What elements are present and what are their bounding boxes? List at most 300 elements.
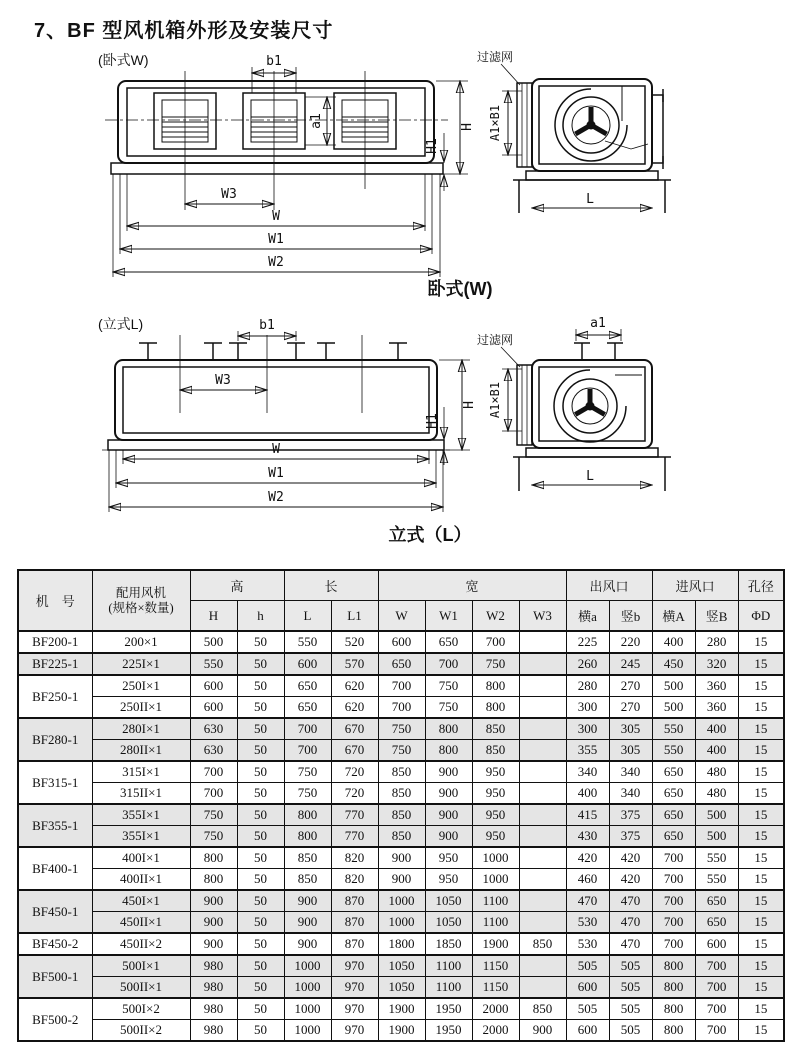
front-view-w (105, 71, 448, 189)
dim-cell: 15 (738, 912, 784, 934)
dim-cell: 1000 (284, 955, 331, 977)
dim-cell: 650 (284, 675, 331, 697)
dim-cell: 50 (237, 977, 284, 999)
subcol-inlet-B: 竖B (695, 601, 738, 632)
model-cell: BF400-1 (18, 847, 92, 890)
dim-cell (519, 912, 566, 934)
dim-cell: 950 (425, 847, 472, 869)
type-label-w: (卧式W) (98, 52, 149, 68)
dim-cell: 320 (695, 653, 738, 675)
dim-cell (519, 826, 566, 848)
fan-spec-cell: 450I×1 (92, 890, 190, 912)
duct-stub-2 (229, 335, 305, 413)
dim-cell: 1000 (378, 890, 425, 912)
dim-cell: 15 (738, 653, 784, 675)
fan-spec-cell: 355I×1 (92, 826, 190, 848)
model-cell: BF450-2 (18, 933, 92, 955)
dim-cell: 500 (190, 631, 237, 653)
dim-cell: 500 (652, 697, 695, 719)
fan-spec-cell: 250II×1 (92, 697, 190, 719)
model-cell: BF450-1 (18, 890, 92, 933)
dim-cell: 1950 (425, 998, 472, 1020)
dim-l-label-l: L (586, 469, 594, 484)
dim-cell: 375 (609, 826, 652, 848)
dim-cell: 570 (331, 653, 378, 675)
dim-cell: 600 (284, 653, 331, 675)
dim-cell: 750 (190, 826, 237, 848)
caption-l: 立式（L） (388, 525, 472, 545)
dim-cell: 1000 (378, 912, 425, 934)
dim-cell: 340 (566, 761, 609, 783)
dim-cell: 480 (695, 761, 738, 783)
dim-w1-label: W1 (268, 232, 284, 247)
dim-cell: 970 (331, 955, 378, 977)
fan-spec-cell: 450II×2 (92, 933, 190, 955)
filter-mesh (517, 365, 532, 445)
dim-cell: 500 (695, 804, 738, 826)
mounting-rail (111, 163, 443, 174)
table-body (18, 631, 784, 1041)
table-row (18, 718, 784, 740)
table-row (18, 912, 784, 934)
dim-cell: 700 (190, 761, 237, 783)
col-header-inlet: 进风口 (652, 570, 738, 601)
col-header-height: 高 (190, 570, 284, 601)
dim-cell: 720 (331, 761, 378, 783)
dim-cell: 2000 (472, 998, 519, 1020)
dim-cell: 850 (472, 718, 519, 740)
dim-cell: 520 (331, 631, 378, 653)
dim-cell: 400 (695, 740, 738, 762)
dim-cell: 505 (609, 955, 652, 977)
front-view-l (102, 335, 450, 450)
dim-w-label: W (272, 442, 280, 457)
dim-cell: 850 (378, 761, 425, 783)
table-row (18, 631, 784, 653)
dim-cell: 870 (331, 890, 378, 912)
dim-cell: 900 (284, 912, 331, 934)
dimensions-front-l (109, 318, 477, 512)
table-row (18, 804, 784, 826)
dim-cell (519, 783, 566, 805)
dim-cell: 1100 (425, 955, 472, 977)
dim-cell: 600 (566, 977, 609, 999)
dim-cell: 505 (566, 998, 609, 1020)
dim-cell: 650 (652, 826, 695, 848)
col-header-fan-line1: 配用风机 (115, 586, 166, 601)
dim-cell: 600 (566, 1020, 609, 1042)
table-row (18, 826, 784, 848)
dim-cell: 800 (652, 955, 695, 977)
fan-spec-cell: 225I×1 (92, 653, 190, 675)
dim-cell: 750 (284, 783, 331, 805)
dim-cell: 1000 (284, 1020, 331, 1042)
filter-label-l: 过滤网 (477, 333, 514, 347)
dim-cell: 1050 (425, 890, 472, 912)
dim-cell: 750 (425, 697, 472, 719)
dim-cell: 600 (190, 675, 237, 697)
outlet-duct (652, 95, 663, 163)
dim-cell: 1100 (425, 977, 472, 999)
dim-cell: 400 (695, 718, 738, 740)
dim-cell: 700 (695, 977, 738, 999)
filter-label-w: 过滤网 (477, 50, 514, 64)
dim-cell: 700 (652, 869, 695, 891)
dim-cell: 900 (425, 761, 472, 783)
dim-cell: 1900 (378, 998, 425, 1020)
dim-cell: 850 (378, 826, 425, 848)
dim-cell: 800 (190, 869, 237, 891)
subcol-L: L (284, 601, 331, 632)
dim-cell: 50 (237, 675, 284, 697)
dim-cell: 550 (652, 718, 695, 740)
dim-cell: 1900 (472, 933, 519, 955)
dim-cell: 550 (695, 847, 738, 869)
dim-cell: 700 (472, 631, 519, 653)
dim-cell: 800 (284, 826, 331, 848)
dim-cell (519, 740, 566, 762)
dim-cell: 15 (738, 1020, 784, 1042)
dim-cell: 700 (190, 783, 237, 805)
fan-impeller (554, 370, 642, 442)
dim-cell: 700 (284, 740, 331, 762)
table-row (18, 675, 784, 697)
fan-spec-cell: 500II×2 (92, 1020, 190, 1042)
dim-cell: 505 (609, 1020, 652, 1042)
side-view-l (477, 316, 671, 491)
dim-cell: 1000 (284, 998, 331, 1020)
dim-cell: 950 (472, 826, 519, 848)
col-header-model: 机 号 (18, 570, 92, 631)
model-cell: BF315-1 (18, 761, 92, 804)
dim-h1-label: H1 (425, 413, 440, 429)
dim-cell: 800 (652, 998, 695, 1020)
dim-cell: 1950 (425, 1020, 472, 1042)
dim-cell: 800 (425, 740, 472, 762)
table-header (18, 570, 784, 631)
dim-cell: 550 (190, 653, 237, 675)
subcol-outlet-a: 横a (566, 601, 609, 632)
type-label-l: (立式L) (98, 316, 144, 332)
dim-cell: 1850 (425, 933, 472, 955)
table-row (18, 869, 784, 891)
dim-cell: 850 (378, 804, 425, 826)
dim-cell: 505 (566, 955, 609, 977)
dim-cell: 15 (738, 869, 784, 891)
dim-cell: 700 (425, 653, 472, 675)
dim-cell: 530 (566, 912, 609, 934)
table-row (18, 933, 784, 955)
dim-cell: 50 (237, 697, 284, 719)
dim-cell: 15 (738, 847, 784, 869)
dim-cell (519, 653, 566, 675)
dimension-table (17, 569, 785, 1042)
dim-cell: 220 (609, 631, 652, 653)
dim-cell: 1150 (472, 977, 519, 999)
dim-cell (519, 697, 566, 719)
dim-cell: 870 (331, 933, 378, 955)
dim-cell: 630 (190, 718, 237, 740)
dim-w3-label: W3 (221, 187, 237, 202)
dim-cell: 430 (566, 826, 609, 848)
side-view-w (477, 49, 671, 213)
dim-cell: 300 (566, 697, 609, 719)
dim-cell: 15 (738, 718, 784, 740)
dim-cell: 400 (652, 631, 695, 653)
dim-cell: 270 (609, 675, 652, 697)
dim-cell: 505 (609, 977, 652, 999)
dim-cell: 900 (425, 826, 472, 848)
dim-cell: 600 (190, 697, 237, 719)
dim-cell: 300 (566, 718, 609, 740)
table-row (18, 977, 784, 999)
dim-cell: 15 (738, 631, 784, 653)
page-title: 7、BF 型风机箱外形及安装尺寸 (34, 20, 334, 42)
dim-cell: 50 (237, 847, 284, 869)
dim-cell: 15 (738, 998, 784, 1020)
dim-cell: 550 (284, 631, 331, 653)
dim-cell: 15 (738, 977, 784, 999)
dim-inlet-label-l: A1×B1 (488, 381, 502, 419)
subcol-W3: W3 (519, 601, 566, 632)
dim-cell: 50 (237, 1020, 284, 1042)
dim-cell: 700 (378, 697, 425, 719)
dim-cell: 50 (237, 933, 284, 955)
model-cell: BF225-1 (18, 653, 92, 675)
dim-cell: 50 (237, 912, 284, 934)
dim-cell: 800 (425, 718, 472, 740)
dim-cell: 505 (609, 998, 652, 1020)
dim-cell: 50 (237, 718, 284, 740)
dim-cell (519, 675, 566, 697)
dim-cell: 500 (652, 675, 695, 697)
dim-cell (519, 847, 566, 869)
dim-cell: 1050 (378, 955, 425, 977)
fan-spec-cell: 500I×2 (92, 998, 190, 1020)
col-header-outlet: 出风口 (566, 570, 652, 601)
dim-cell: 900 (378, 869, 425, 891)
fan-spec-cell: 250I×1 (92, 675, 190, 697)
dim-cell: 850 (519, 933, 566, 955)
dim-a1-label: a1 (590, 316, 606, 331)
dim-cell: 700 (695, 955, 738, 977)
subcol-L1: L1 (331, 601, 378, 632)
dim-cell: 420 (609, 869, 652, 891)
dim-cell: 900 (284, 890, 331, 912)
dim-cell: 800 (472, 697, 519, 719)
dim-cell: 970 (331, 998, 378, 1020)
dim-cell: 420 (609, 847, 652, 869)
dim-cell: 600 (378, 631, 425, 653)
model-cell: BF200-1 (18, 631, 92, 653)
dim-w1-label: W1 (268, 466, 284, 481)
dim-w2-label: W2 (268, 490, 284, 505)
dim-cell: 420 (566, 847, 609, 869)
table-row (18, 955, 784, 977)
dim-cell: 770 (331, 804, 378, 826)
dim-cell: 355 (566, 740, 609, 762)
fan-spec-cell: 200×1 (92, 631, 190, 653)
dim-cell: 470 (609, 933, 652, 955)
dim-cell: 900 (190, 890, 237, 912)
dim-b1-label: b1 (259, 318, 275, 333)
fan-impeller (555, 86, 648, 161)
dim-cell (519, 977, 566, 999)
fan-spec-cell: 500I×1 (92, 955, 190, 977)
dim-cell: 800 (472, 675, 519, 697)
dim-cell: 50 (237, 653, 284, 675)
dim-cell: 50 (237, 869, 284, 891)
dim-cell: 15 (738, 783, 784, 805)
dim-cell: 50 (237, 740, 284, 762)
dim-inlet-label-w: A1×B1 (488, 104, 502, 142)
dim-cell: 450 (652, 653, 695, 675)
dim-cell: 50 (237, 826, 284, 848)
dim-cell: 50 (237, 804, 284, 826)
fan-spec-cell: 315II×1 (92, 783, 190, 805)
dim-cell: 700 (378, 675, 425, 697)
dim-cell: 970 (331, 977, 378, 999)
model-cell: BF500-2 (18, 998, 92, 1041)
table-row (18, 653, 784, 675)
dim-cell: 50 (237, 890, 284, 912)
dim-cell: 1100 (472, 890, 519, 912)
dim-cell (519, 631, 566, 653)
dim-cell: 15 (738, 826, 784, 848)
dim-cell: 700 (652, 933, 695, 955)
dim-cell: 650 (378, 653, 425, 675)
dim-cell: 260 (566, 653, 609, 675)
table-row (18, 761, 784, 783)
fan-spec-cell: 400II×1 (92, 869, 190, 891)
dim-cell: 900 (190, 933, 237, 955)
dim-cell: 980 (190, 998, 237, 1020)
dim-cell: 950 (472, 783, 519, 805)
dim-cell: 500 (695, 826, 738, 848)
dim-cell: 650 (652, 783, 695, 805)
dim-cell: 770 (331, 826, 378, 848)
dim-cell: 950 (472, 804, 519, 826)
dim-cell: 15 (738, 675, 784, 697)
dim-cell: 850 (284, 847, 331, 869)
fan-spec-cell: 315I×1 (92, 761, 190, 783)
duct-stub-3 (317, 335, 407, 413)
dim-cell: 650 (695, 890, 738, 912)
subcol-outlet-b: 竖b (609, 601, 652, 632)
dim-a1-label: a1 (309, 113, 324, 129)
subcol-W1: W1 (425, 601, 472, 632)
dim-cell: 50 (237, 998, 284, 1020)
dim-cell: 1150 (472, 955, 519, 977)
dim-cell: 340 (609, 761, 652, 783)
dim-cell (519, 869, 566, 891)
model-cell: BF250-1 (18, 675, 92, 718)
dim-cell: 950 (472, 761, 519, 783)
dim-cell: 870 (331, 912, 378, 934)
dim-cell: 800 (284, 804, 331, 826)
dim-cell: 850 (519, 998, 566, 1020)
dim-cell: 800 (652, 977, 695, 999)
dim-cell: 15 (738, 697, 784, 719)
dim-cell: 470 (609, 912, 652, 934)
dim-h1-label: H1 (425, 138, 440, 154)
duct-stub-1 (139, 335, 222, 413)
model-cell: BF280-1 (18, 718, 92, 761)
dim-cell: 620 (331, 697, 378, 719)
dim-cell: 1000 (472, 847, 519, 869)
dim-cell: 700 (695, 998, 738, 1020)
dim-cell: 470 (609, 890, 652, 912)
dim-cell: 850 (378, 783, 425, 805)
table-row (18, 890, 784, 912)
dim-cell: 15 (738, 740, 784, 762)
dim-cell (519, 955, 566, 977)
dim-cell: 400 (566, 783, 609, 805)
dim-cell: 1800 (378, 933, 425, 955)
dim-cell: 50 (237, 631, 284, 653)
dim-cell: 470 (566, 890, 609, 912)
dim-cell: 15 (738, 955, 784, 977)
dim-cell: 340 (609, 783, 652, 805)
col-header-length: 长 (284, 570, 378, 601)
subcol-h: h (237, 601, 284, 632)
dim-cell: 600 (695, 933, 738, 955)
dim-cell: 50 (237, 783, 284, 805)
fan-spec-cell: 355I×1 (92, 804, 190, 826)
dim-w2-label: W2 (268, 255, 284, 270)
dim-cell: 460 (566, 869, 609, 891)
dim-cell: 750 (190, 804, 237, 826)
dim-cell: 750 (378, 740, 425, 762)
dim-cell: 850 (284, 869, 331, 891)
dim-cell (519, 804, 566, 826)
table-row (18, 697, 784, 719)
dim-cell: 2000 (472, 1020, 519, 1042)
dim-cell: 1000 (472, 869, 519, 891)
table-row (18, 740, 784, 762)
dim-cell: 630 (190, 740, 237, 762)
subcol-W2: W2 (472, 601, 519, 632)
fan-spec-cell: 450II×1 (92, 912, 190, 934)
dim-cell: 700 (652, 890, 695, 912)
dim-l-label-w: L (586, 192, 594, 207)
drawing-vertical-l (30, 313, 790, 563)
dim-cell: 305 (609, 740, 652, 762)
col-header-hole: 孔径 (738, 570, 784, 601)
dim-cell: 650 (652, 761, 695, 783)
dim-cell: 280 (566, 675, 609, 697)
dim-cell: 550 (652, 740, 695, 762)
dim-cell: 700 (284, 718, 331, 740)
dim-cell: 950 (425, 869, 472, 891)
col-header-fan (92, 570, 190, 631)
dim-cell: 750 (472, 653, 519, 675)
col-header-fan-line2: (规格×数量) (108, 600, 174, 615)
dim-cell: 800 (190, 847, 237, 869)
dim-cell: 820 (331, 869, 378, 891)
dim-cell: 375 (609, 804, 652, 826)
dim-cell: 225 (566, 631, 609, 653)
dim-cell (519, 890, 566, 912)
dim-cell: 15 (738, 933, 784, 955)
subcol-W: W (378, 601, 425, 632)
dim-cell: 50 (237, 761, 284, 783)
dim-cell: 1050 (425, 912, 472, 934)
dim-cell: 1050 (378, 977, 425, 999)
dim-cell: 650 (425, 631, 472, 653)
dim-cell: 750 (284, 761, 331, 783)
dim-cell: 850 (472, 740, 519, 762)
